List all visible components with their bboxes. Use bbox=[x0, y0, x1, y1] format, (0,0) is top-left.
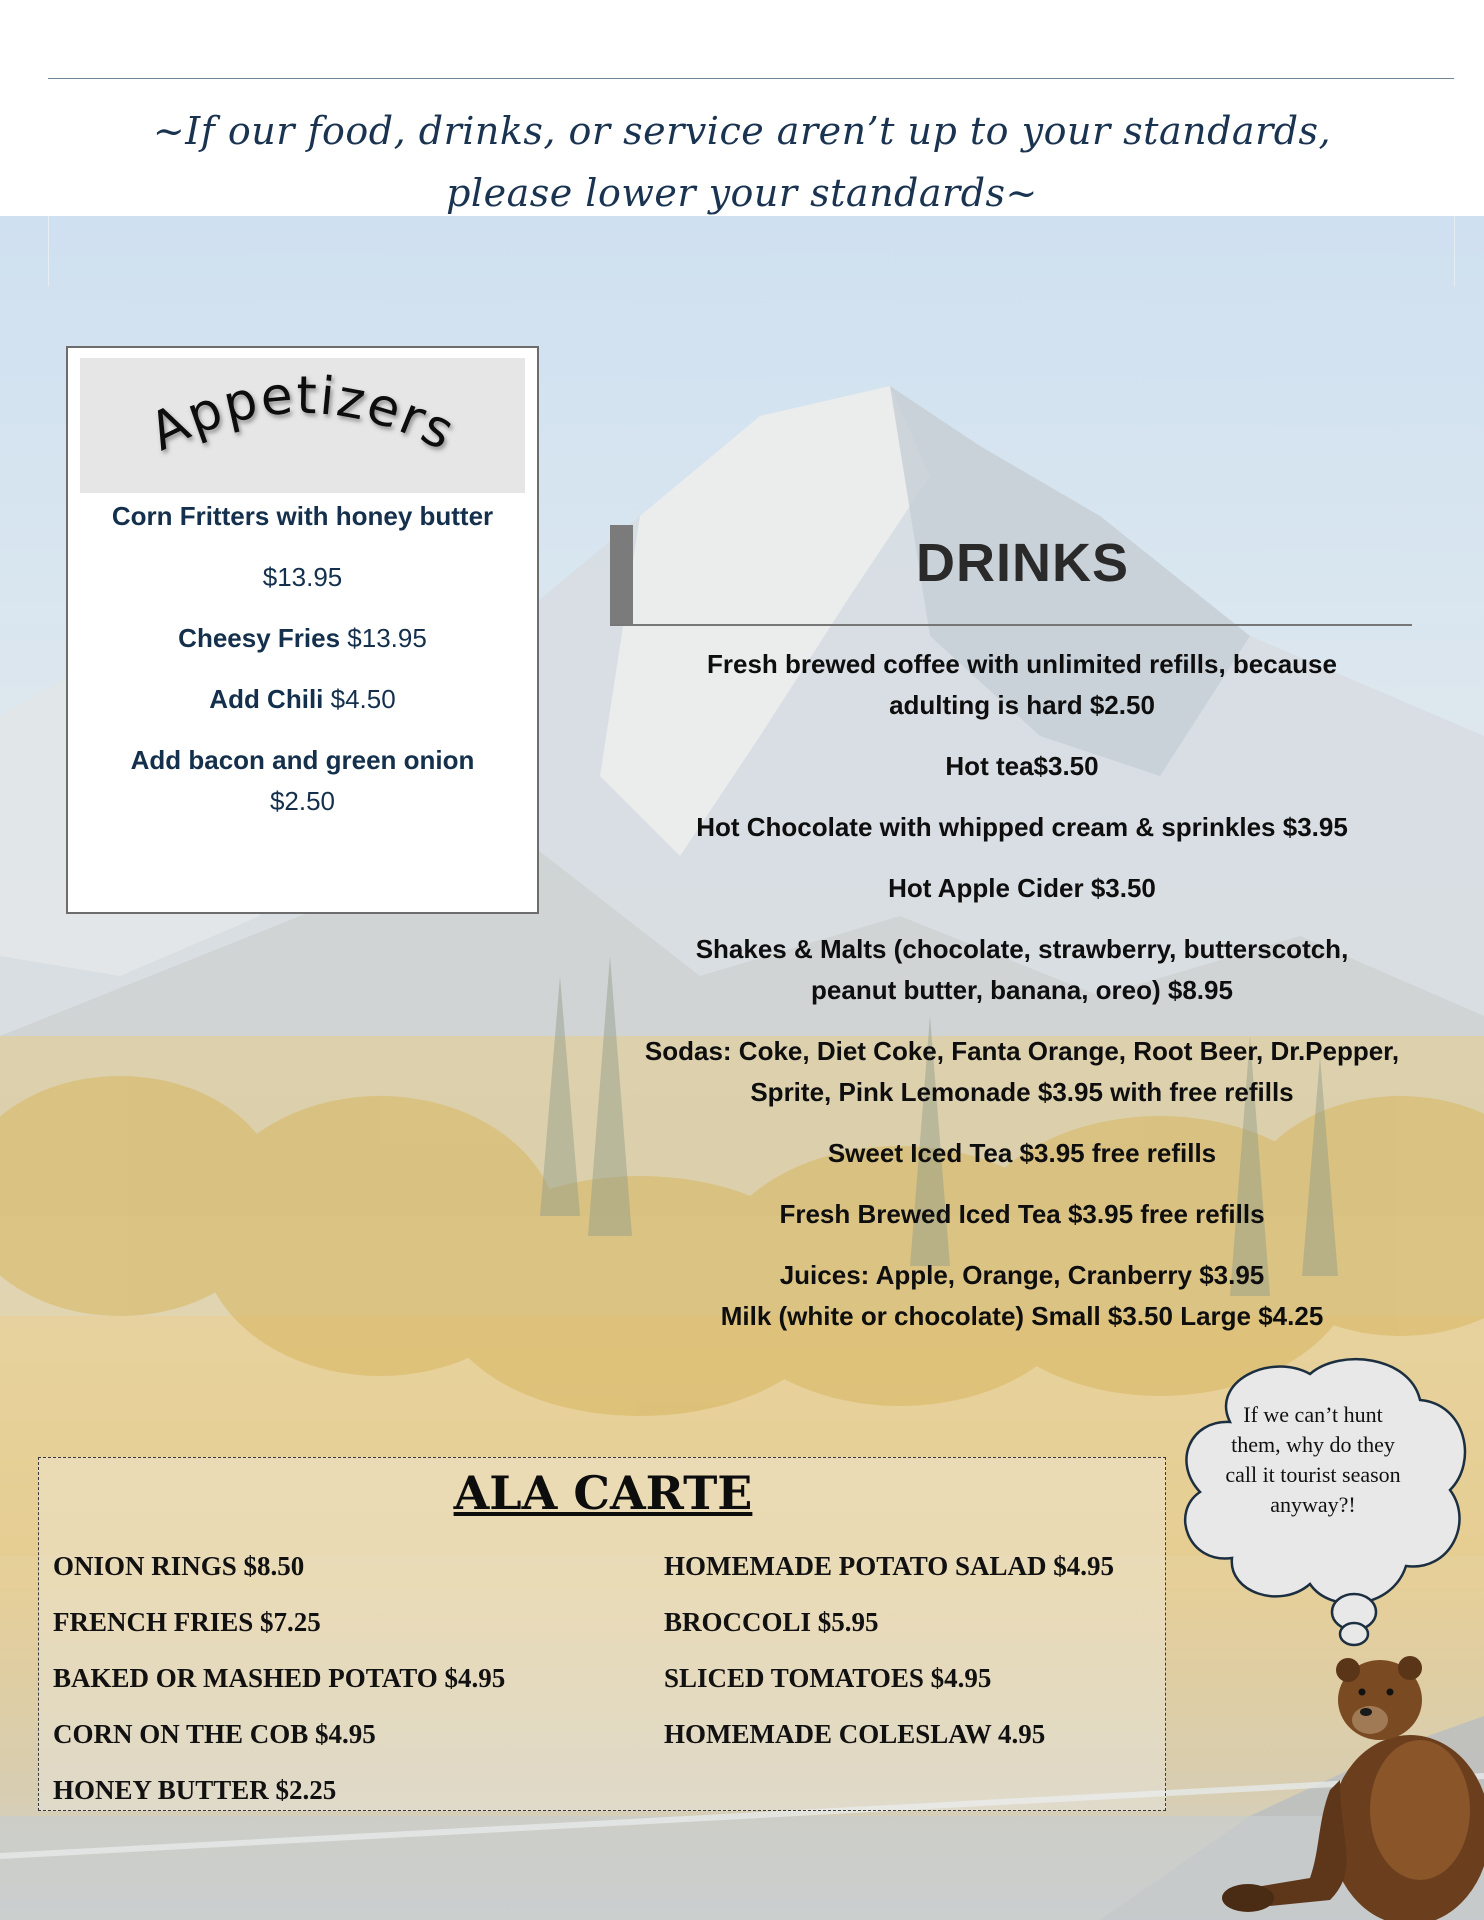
tagline-line-1: ~If our food, drinks, or service aren’t up to your standards, bbox=[152, 109, 1332, 153]
drink-item: Hot Chocolate with whipped cream & sprinkles $3.95 bbox=[696, 812, 1348, 842]
appetizers-list bbox=[68, 496, 537, 842]
margin-line-right bbox=[1454, 216, 1455, 286]
appetizer-item bbox=[68, 740, 537, 822]
drink-item: Fresh Brewed Iced Tea $3.95 free refills bbox=[779, 1199, 1265, 1229]
appetizer-name: Add Chili bbox=[209, 684, 324, 714]
ala-carte-item: HONEY BUTTER $2.25 bbox=[53, 1775, 337, 1805]
ala-carte-item: CORN ON THE COB $4.95 bbox=[53, 1719, 376, 1749]
appetizers-title-box bbox=[80, 358, 525, 493]
menu-tagline bbox=[0, 100, 1484, 224]
appetizer-item bbox=[68, 679, 537, 720]
ala-carte-item: HOMEMADE COLESLAW 4.95 bbox=[664, 1719, 1046, 1749]
appetizer-name: Corn Fritters with honey butter bbox=[111, 501, 494, 531]
appetizer-price: $4.50 bbox=[330, 684, 396, 714]
appetizer-item bbox=[68, 618, 537, 659]
ala-carte-title: ALA CARTE bbox=[453, 1466, 753, 1520]
appetizers-title: Appetizers bbox=[140, 365, 465, 464]
drinks-title: DRINKS bbox=[915, 533, 1129, 593]
drink-item: Fresh brewed coffee with unlimited refills, because adulting is hard $2.50 bbox=[707, 649, 1337, 720]
appetizer-name: Add bacon and green onion bbox=[130, 745, 475, 775]
ala-carte-right-column bbox=[664, 1538, 1114, 1762]
header-rule bbox=[48, 78, 1454, 79]
appetizer-price: $2.50 bbox=[269, 786, 336, 816]
ala-carte-item: ONION RINGS $8.50 bbox=[53, 1551, 305, 1581]
ala-carte-item: FRENCH FRIES $7.25 bbox=[53, 1607, 321, 1637]
drink-item: Milk (white or chocolate) Small $3.50 Large $4.25 bbox=[720, 1301, 1324, 1331]
ala-carte-item: HOMEMADE POTATO SALAD $4.95 bbox=[664, 1551, 1115, 1581]
drink-item: Shakes & Malts (chocolate, strawberry, butterscotch, peanut butter, banana, oreo) $8.95 bbox=[695, 934, 1349, 1005]
ala-carte-item: SLICED TOMATOES $4.95 bbox=[664, 1663, 992, 1693]
drink-item: Hot tea$3.50 bbox=[945, 751, 1099, 781]
drinks-list bbox=[640, 644, 1404, 1357]
thought-bubble-text: If we can’t hunt them, why do they call it tourist season anyway?! bbox=[1225, 1402, 1401, 1517]
appetizer-price: $13.95 bbox=[347, 623, 427, 653]
ala-carte-box bbox=[38, 1457, 1166, 1811]
drink-item: Juices: Apple, Orange, Cranberry $3.95 bbox=[779, 1260, 1265, 1290]
drinks-rule bbox=[610, 624, 1412, 626]
margin-line-left bbox=[48, 216, 49, 286]
svg-text:Appetizers bbox=[141, 366, 465, 463]
appetizers-heading bbox=[80, 358, 525, 493]
appetizer-item bbox=[68, 496, 537, 598]
tagline-line-2: please lower your standards~ bbox=[446, 171, 1038, 215]
drink-item: Sodas: Coke, Diet Coke, Fanta Orange, Root Beer, Dr.Pepper, Sprite, Pink Lemonade $3.95 with free refills bbox=[644, 1036, 1400, 1107]
appetizer-name: Cheesy Fries bbox=[178, 623, 341, 653]
appetizers-card bbox=[66, 346, 539, 914]
ala-carte-item: BAKED OR MASHED POTATO $4.95 bbox=[53, 1663, 506, 1693]
drink-item: Hot Apple Cider $3.50 bbox=[888, 873, 1156, 903]
drink-item: Sweet Iced Tea $3.95 free refills bbox=[827, 1138, 1217, 1168]
bear-image bbox=[1190, 1640, 1484, 1920]
appetizer-price: $13.95 bbox=[262, 562, 343, 592]
ala-carte-item: BROCCOLI $5.95 bbox=[664, 1607, 879, 1637]
ala-carte-left-column bbox=[53, 1538, 505, 1818]
drinks-accent-bar bbox=[610, 525, 633, 625]
